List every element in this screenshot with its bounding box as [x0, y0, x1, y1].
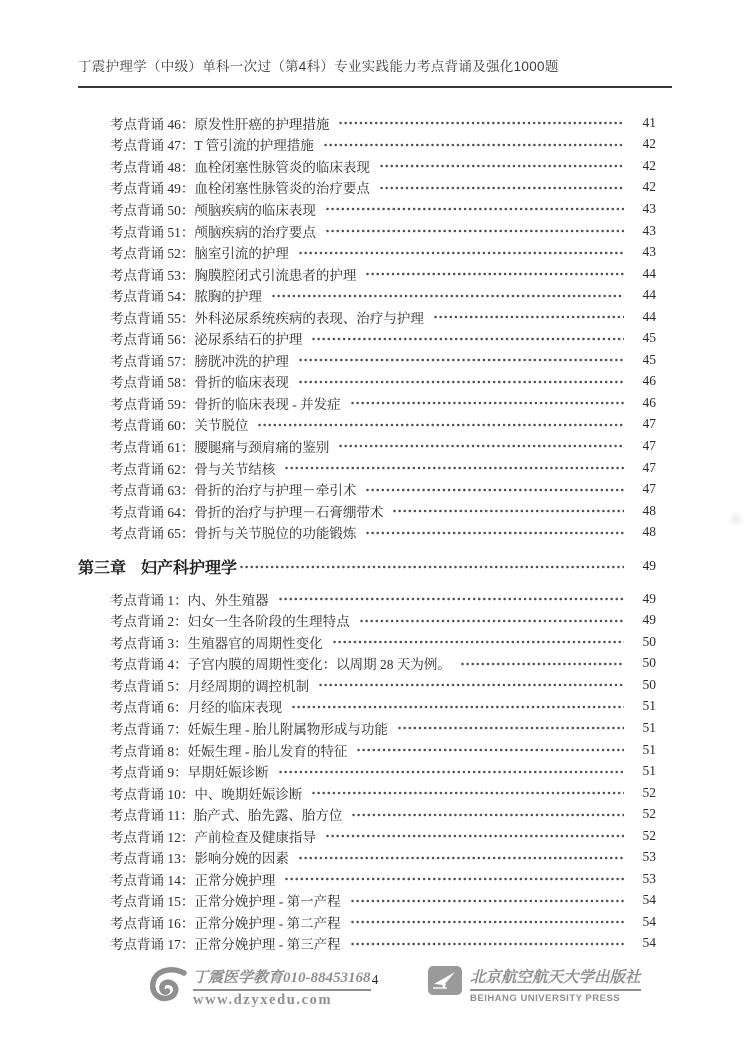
toc-entry-text: 考点背诵 5：月经周期的调控机制: [110, 678, 310, 694]
toc-entry-page-number: 50: [642, 655, 656, 671]
dot-leader: [350, 915, 624, 929]
toc-entry-page-number: 52: [642, 784, 656, 800]
toc-entry: [110, 112, 656, 134]
toc-entry-text: 考点背诵 7：妊娠生理 - 胎儿附属物形成与功能: [110, 721, 388, 737]
dot-leader: [365, 483, 624, 497]
dot-leader: [325, 829, 624, 843]
toc-entry-page-number: 47: [642, 459, 656, 475]
toc-entry-text: 考点背诵 52：脑室引流的护理: [110, 246, 289, 262]
dot-leader: [325, 202, 624, 216]
toc-entry-text: 考点背诵 61：腰腿痛与颈肩痛的鉴别: [110, 439, 330, 455]
toc-entry-text: 考点背诵 4：子宫内膜的周期性变化：以周期 28 天为例。: [110, 657, 451, 673]
toc-entry-page-number: 50: [642, 633, 656, 649]
toc-entry-text: 考点背诵 51：颅脑疾病的治疗要点: [110, 224, 316, 240]
dot-leader: [298, 246, 624, 260]
scan-artifact: [728, 510, 744, 528]
dot-leader: [350, 937, 624, 951]
toc-entry-page-number: 50: [642, 676, 656, 692]
toc-entry: [110, 717, 656, 739]
toc-entry: [110, 847, 656, 869]
toc-entry-text: 考点背诵 10：中、晚期妊娠诊断: [110, 786, 303, 802]
toc-entry: [110, 500, 656, 522]
toc-entry-text: 考点背诵 16：正常分娩护理 - 第二产程: [110, 915, 341, 931]
toc-entry: [110, 327, 656, 349]
dot-leader: [284, 461, 624, 475]
toc-entry-page-number: 44: [642, 265, 656, 281]
dot-leader: [460, 657, 624, 671]
toc-entry: [110, 457, 656, 479]
dot-leader: [284, 872, 624, 886]
dot-leader: [298, 851, 624, 865]
toc-entry-page-number: 46: [642, 373, 656, 389]
toc-entry: [110, 911, 656, 933]
toc-entry-page-number: 42: [642, 136, 656, 152]
dot-leader: [311, 786, 624, 800]
chapter-page-number: 49: [642, 558, 656, 574]
toc-entry-page-number: 47: [642, 481, 656, 497]
toc-entry-text: 考点背诵 48：血栓闭塞性脉管炎的临床表现: [110, 159, 370, 175]
toc-entry: [110, 220, 656, 242]
toc-entry-text: 考点背诵 13：影响分娩的因素: [110, 851, 289, 867]
dot-leader: [365, 526, 624, 540]
toc-entry-page-number: 52: [642, 806, 656, 822]
dot-leader: [351, 808, 624, 822]
toc-entry-page-number: 43: [642, 222, 656, 238]
toc-entry-text: 考点背诵 53：胸膜腔闭式引流患者的护理: [110, 267, 357, 283]
toc-entry-text: 考点背诵 17：正常分娩护理 - 第三产程: [110, 937, 341, 953]
toc-entry: [110, 890, 656, 912]
toc-entry: [110, 653, 656, 675]
toc-entry-text: 考点背诵 47：T 管引流的护理措施: [110, 138, 314, 154]
toc-entry: [110, 739, 656, 761]
paper-plane-logo-icon: [427, 965, 463, 1001]
toc-entry-page-number: 43: [642, 200, 656, 216]
toc-entry-page-number: 48: [642, 502, 656, 518]
dot-leader: [338, 439, 624, 453]
toc-entry-text: 考点背诵 11：胎产式、胎先露、胎方位: [110, 808, 343, 824]
dot-leader: [433, 310, 624, 324]
toc-entry-text: 考点背诵 64：骨折的治疗与护理－石膏绷带术: [110, 504, 384, 520]
toc-section-entries-46-65: [78, 112, 656, 543]
toc-entry: [110, 155, 656, 177]
toc-entry-text: 考点背诵 46：原发性肝癌的护理措施: [110, 116, 330, 132]
left-logo-name: 丁震医学教育010-88453168: [193, 966, 371, 991]
toc-entry: [110, 521, 656, 543]
toc-entry-page-number: 44: [642, 287, 656, 303]
toc-entry-page-number: 49: [642, 590, 656, 606]
right-logo-subline: BEIHANG UNIVERSITY PRESS: [470, 993, 621, 1004]
toc-entry-page-number: 53: [642, 849, 656, 865]
toc-entry-page-number: 42: [642, 157, 656, 173]
dot-leader: [397, 721, 624, 735]
toc-entry-page-number: 54: [642, 913, 656, 929]
toc-entry: [110, 435, 656, 457]
dot-leader: [379, 181, 624, 195]
dot-leader: [350, 396, 624, 410]
toc-entry-page-number: 41: [642, 114, 656, 130]
toc-entry: [110, 349, 656, 371]
toc-entry: [110, 177, 656, 199]
dot-leader: [359, 614, 624, 628]
dot-leader: [298, 375, 624, 389]
toc-entry-text: 考点背诵 8：妊娠生理 - 胎儿发育的特征: [110, 743, 348, 759]
left-logo-url: www.dzyxedu.com: [193, 992, 333, 1008]
toc-entry-page-number: 47: [642, 437, 656, 453]
toc-entry-text: 考点背诵 58：骨折的临床表现: [110, 375, 289, 391]
toc-entry-text: 考点背诵 3：生殖器官的周期性变化: [110, 635, 323, 651]
dot-leader: [257, 418, 624, 432]
chapter-title: 妇产科护理学: [141, 559, 238, 577]
toc-entry-page-number: 43: [642, 244, 656, 260]
toc-entry-page-number: 48: [642, 524, 656, 540]
toc-entry-page-number: 45: [642, 330, 656, 346]
toc-entry: [110, 241, 656, 263]
toc-entry: [110, 933, 656, 955]
right-logo-name: 北京航空航天大学出版社: [470, 965, 641, 991]
dot-leader: [278, 765, 624, 779]
toc-section-entries-1-17: [78, 588, 656, 954]
toc-entry-page-number: 54: [642, 892, 656, 908]
dot-leader: [271, 289, 624, 303]
toc-entry: [110, 478, 656, 500]
toc-entry: [110, 414, 656, 436]
toc-entry-page-number: 51: [642, 763, 656, 779]
header-rule: [78, 86, 672, 88]
dot-leader: [291, 700, 624, 714]
toc-entry: [110, 825, 656, 847]
dot-leader: [392, 504, 624, 518]
dot-leader: [298, 353, 624, 367]
toc-entry: [110, 803, 656, 825]
folio-page-number: 4: [371, 972, 379, 987]
toc-entry-text: 考点背诵 15：正常分娩护理 - 第一产程: [110, 894, 341, 910]
toc-entry-text: 考点背诵 6：月经的临床表现: [110, 700, 283, 716]
dot-leader: [350, 894, 624, 908]
running-head-title: 丁震护理学（中级）单科一次过（第4科）专业实践能力考点背诵及强化1000题: [78, 59, 559, 74]
dot-leader: [239, 560, 624, 574]
toc-entry: [110, 588, 656, 610]
toc-entry-page-number: 49: [642, 612, 656, 628]
toc-entry: [110, 371, 656, 393]
dot-leader: [311, 332, 624, 346]
toc-entry-page-number: 52: [642, 827, 656, 843]
toc-entry: [110, 198, 656, 220]
toc-entry-page-number: 51: [642, 719, 656, 735]
toc-entry-text: 考点背诵 55：外科泌尿系统疾病的表现、治疗与护理: [110, 310, 424, 326]
toc-entry-text: 考点背诵 49：血栓闭塞性脉管炎的治疗要点: [110, 181, 370, 197]
toc-entry: [110, 868, 656, 890]
dot-leader: [379, 159, 624, 173]
toc-entry-text: 考点背诵 1：内、外生殖器: [110, 592, 269, 608]
dot-leader: [323, 138, 624, 152]
toc-entry-text: 考点背诵 59：骨折的临床表现 - 并发症: [110, 396, 341, 412]
dot-leader: [338, 116, 624, 130]
chapter-heading-row: [78, 554, 656, 579]
toc-entry-page-number: 46: [642, 394, 656, 410]
dot-leader: [332, 635, 624, 649]
toc-entry-text: 考点背诵 12：产前检查及健康指导: [110, 829, 316, 845]
toc-entry-page-number: 44: [642, 308, 656, 324]
toc-entry-text: 考点背诵 14：正常分娩护理: [110, 872, 276, 888]
toc-entry: [110, 782, 656, 804]
toc-entry: [110, 284, 656, 306]
toc-entry: [110, 609, 656, 631]
toc-entry: [110, 392, 656, 414]
toc-entry-page-number: 53: [642, 870, 656, 886]
toc-entry-page-number: 51: [642, 698, 656, 714]
toc-entry-text: 考点背诵 2：妇女一生各阶段的生理特点: [110, 614, 350, 630]
dot-leader: [325, 224, 624, 238]
chapter-number: 第三章: [78, 559, 127, 577]
dot-leader: [356, 743, 624, 757]
toc-entry: [110, 306, 656, 328]
toc-entry: [110, 263, 656, 285]
page-header: [78, 55, 672, 88]
toc-entry-text: 考点背诵 62：骨与关节结核: [110, 461, 276, 477]
toc-entry-page-number: 51: [642, 741, 656, 757]
dot-leader: [278, 592, 624, 606]
toc-entry: [110, 631, 656, 653]
toc-entry-text: 考点背诵 60：关节脱位: [110, 418, 249, 434]
toc-entry: [110, 696, 656, 718]
toc-entry-page-number: 47: [642, 416, 656, 432]
toc-entry-text: 考点背诵 57：膀胱冲洗的护理: [110, 353, 289, 369]
toc-entry-text: 考点背诵 50：颅脑疾病的临床表现: [110, 202, 316, 218]
toc-entry-page-number: 42: [642, 179, 656, 195]
toc-entry-page-number: 54: [642, 935, 656, 951]
toc-entry-text: 考点背诵 9：早期妊娠诊断: [110, 765, 269, 781]
toc-entry-text: 考点背诵 63：骨折的治疗与护理－牵引术: [110, 483, 357, 499]
dot-leader: [318, 678, 624, 692]
toc-entry: [110, 674, 656, 696]
toc-entry-text: 考点背诵 54：脓胸的护理: [110, 289, 262, 305]
publisher-logo-right: [427, 965, 641, 1004]
dot-leader: [365, 267, 624, 281]
table-of-contents: [78, 112, 656, 954]
toc-entry-page-number: 45: [642, 351, 656, 367]
toc-entry: [110, 760, 656, 782]
toc-entry-text: 考点背诵 65：骨折与关节脱位的功能锻炼: [110, 526, 357, 542]
toc-entry: [110, 134, 656, 156]
toc-entry-text: 考点背诵 56：泌尿系结石的护理: [110, 332, 303, 348]
